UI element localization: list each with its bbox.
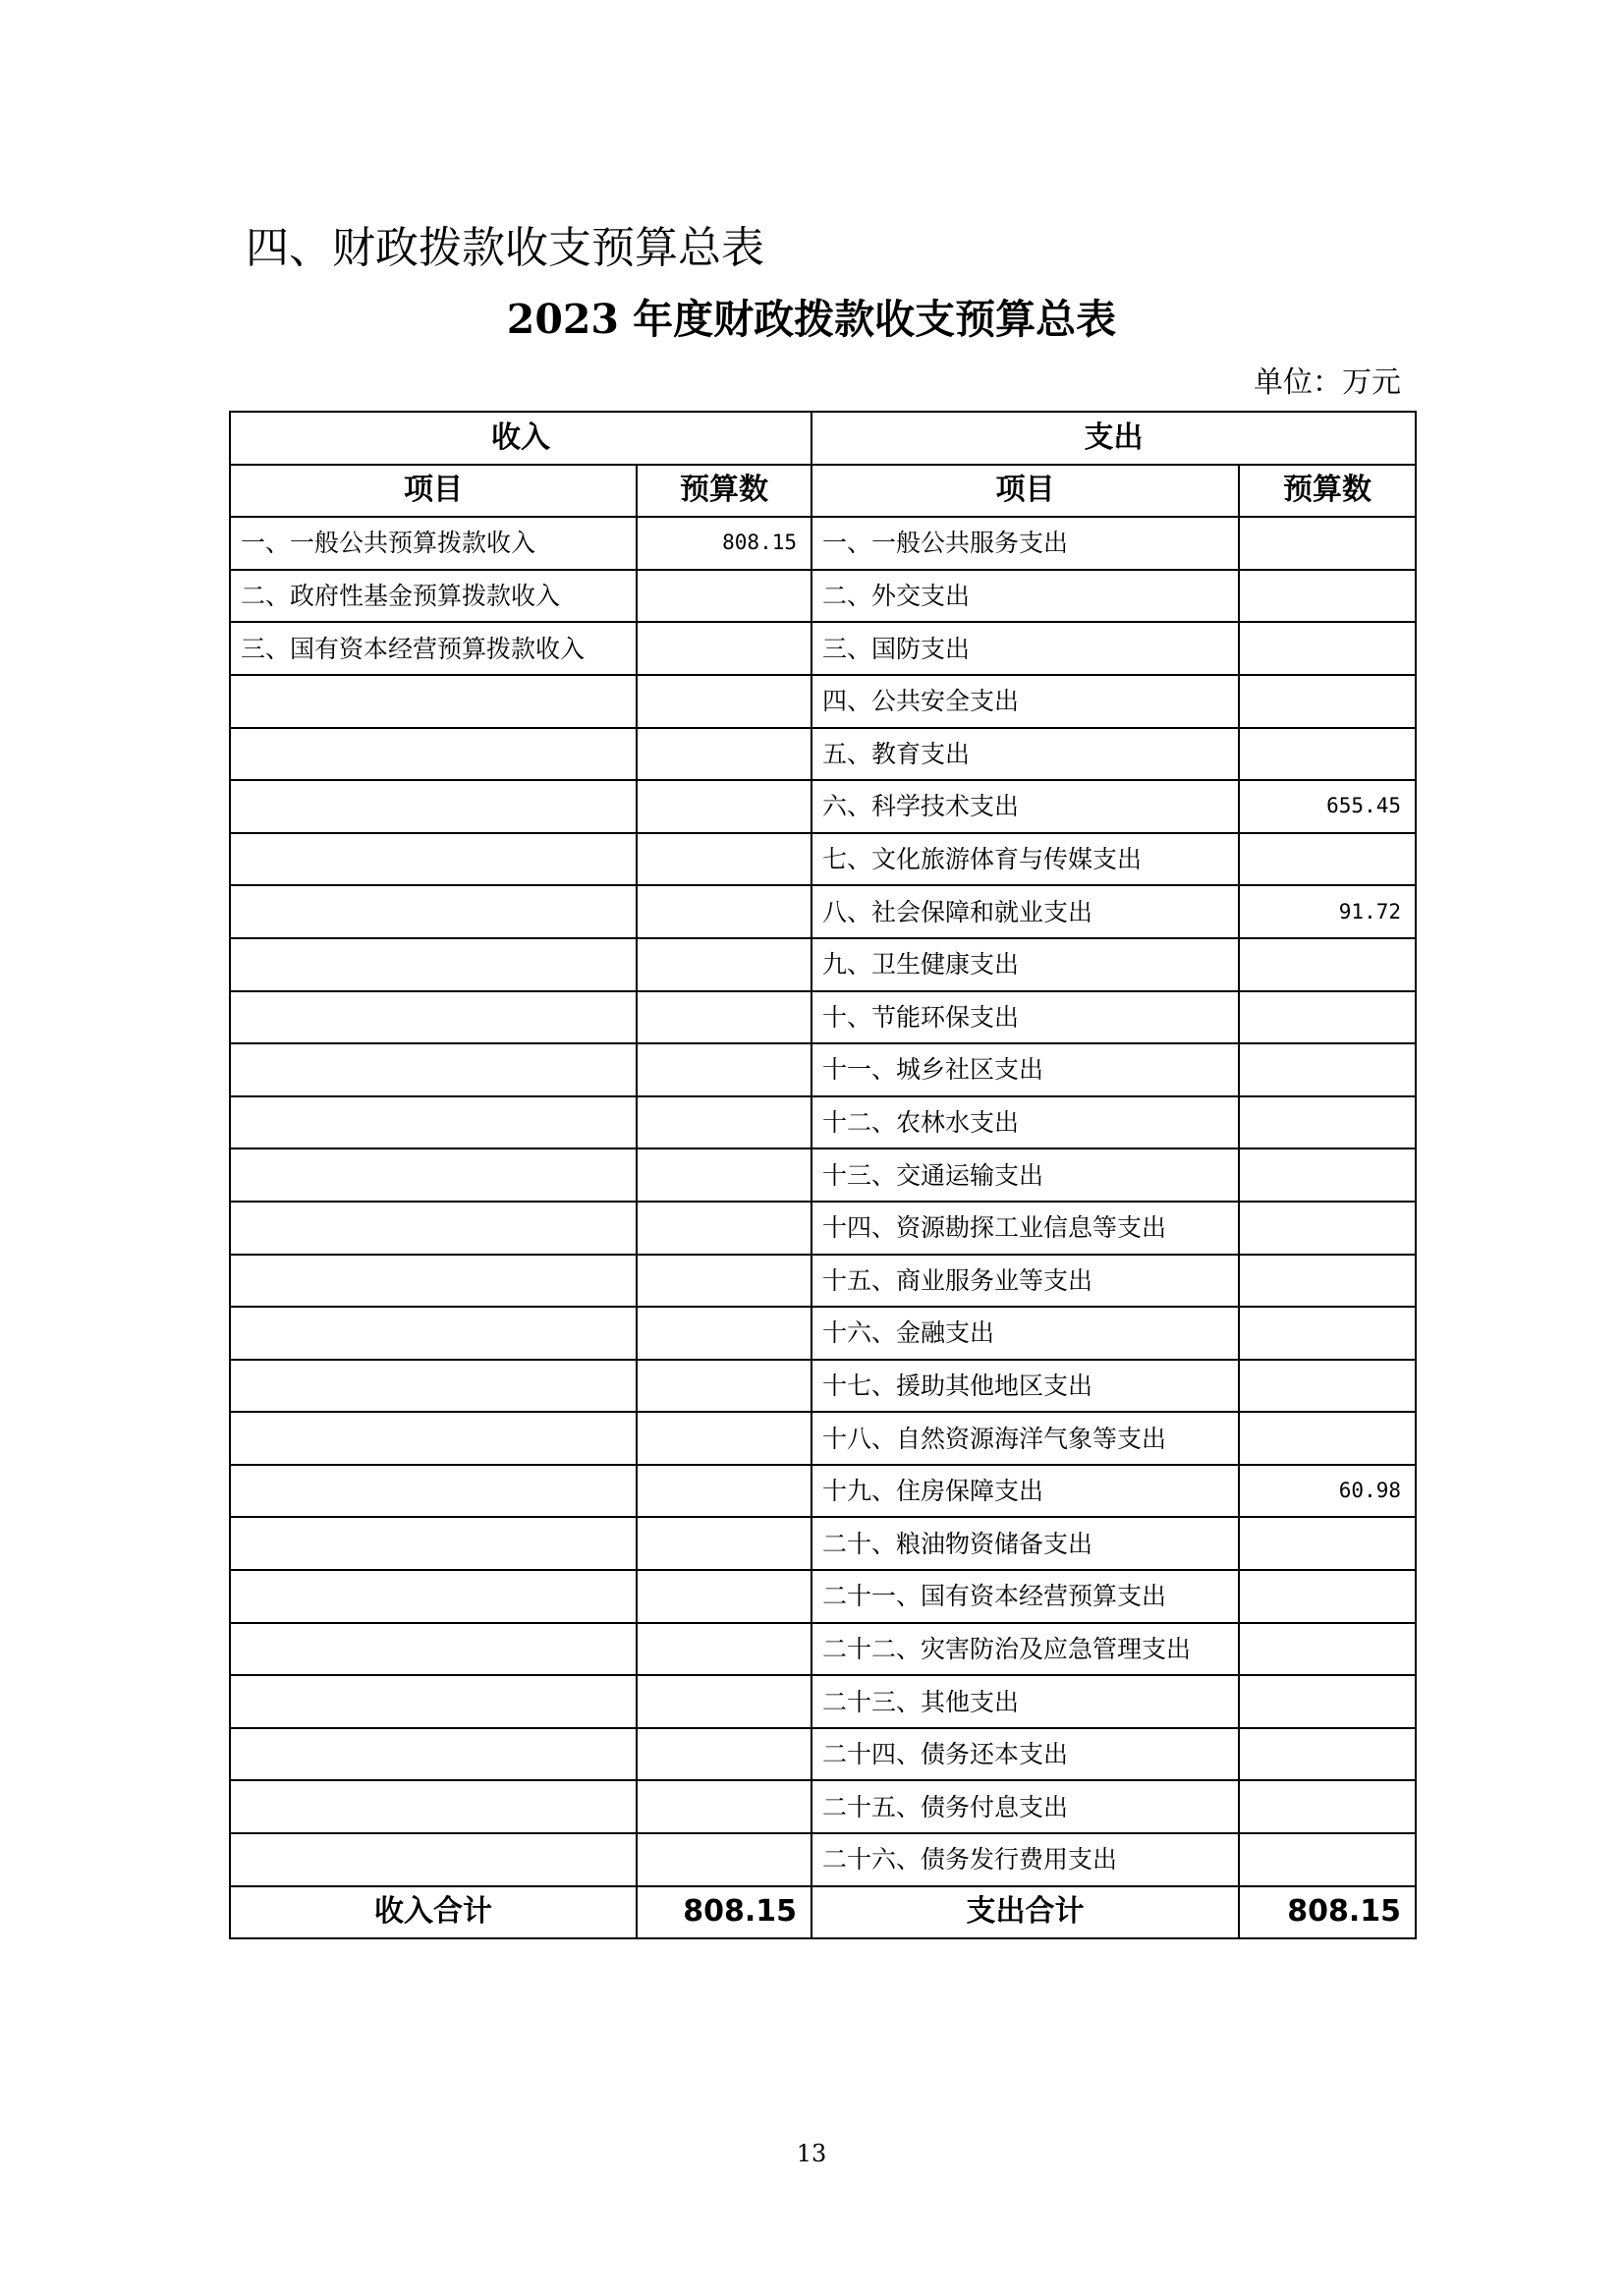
expense-item-cell: 二十四、债务还本支出 [812,1728,1239,1781]
expense-item-cell: 十五、商业服务业等支出 [812,1255,1239,1308]
expense-item-cell: 十、节能环保支出 [812,991,1239,1044]
expense-item-cell: 十三、交通运输支出 [812,1148,1239,1202]
income-item-cell [230,1148,637,1202]
table-row [230,1096,1416,1149]
income-amount-cell [637,728,812,781]
unit-label: 单位：万元 [1254,365,1401,400]
income-item-cell [230,1780,637,1833]
expense-amount-cell [1239,833,1416,886]
expense-item-cell: 二十五、债务付息支出 [812,1780,1239,1833]
table-row [230,1043,1416,1096]
expense-amount-cell: 91.72 [1239,885,1416,938]
income-amount-cell [637,1570,812,1623]
expense-amount-cell [1239,1412,1416,1465]
income-item-cell: 三、国有资本经营预算拨款收入 [230,622,637,675]
income-item-cell: 二、政府性基金预算拨款收入 [230,570,637,623]
income-amount-cell [637,1517,812,1570]
income-amount-cell [637,833,812,886]
expense-amount-cell [1239,1675,1416,1728]
income-amount-cell [637,1043,812,1096]
table-row [230,1307,1416,1360]
expense-amount-cell [1239,1148,1416,1202]
expense-item-cell: 二十、粮油物资储备支出 [812,1517,1239,1570]
expense-amount-cell [1239,1570,1416,1623]
expense-item-cell: 十二、农林水支出 [812,1096,1239,1149]
expense-amount-cell [1239,1307,1416,1360]
income-amount-cell: 808.15 [637,517,812,570]
income-amount-cell [637,1465,812,1518]
table-row [230,991,1416,1044]
income-amount-cell [637,991,812,1044]
income-item-cell [230,728,637,781]
section-heading: 四、财政拨款收支预算总表 [246,223,764,273]
income-item-cell [230,1096,637,1149]
income-amount-cell [637,1307,812,1360]
expense-item-cell: 十九、住房保障支出 [812,1465,1239,1518]
expense-total-label: 支出合计 [812,1886,1239,1939]
income-item-cell [230,991,637,1044]
expense-item-cell: 二十一、国有资本经营预算支出 [812,1570,1239,1623]
expense-amount-cell: 655.45 [1239,780,1416,833]
expense-amount-cell [1239,991,1416,1044]
budget-summary-table [229,411,1417,1939]
expense-item-cell: 十四、资源勘探工业信息等支出 [812,1202,1239,1255]
expense-amount-cell [1239,517,1416,570]
income-item-cell [230,1728,637,1781]
table-row [230,622,1416,675]
expense-amount-cell [1239,1360,1416,1413]
expense-amount-cell: 60.98 [1239,1465,1416,1518]
expense-amount-cell [1239,1096,1416,1149]
expense-item-cell: 十七、援助其他地区支出 [812,1360,1239,1413]
income-amount-cell [637,675,812,728]
table-row [230,1517,1416,1570]
income-item-cell: 一、一般公共预算拨款收入 [230,517,637,570]
income-amount-cell [637,622,812,675]
table-row [230,570,1416,623]
expense-amount-cell [1239,1255,1416,1308]
expense-item-header: 项目 [812,465,1239,518]
table-title: 2023 年度财政拨款收支预算总表 [506,296,1117,343]
income-amount-cell [637,1728,812,1781]
expense-item-cell: 十六、金融支出 [812,1307,1239,1360]
table-row [230,728,1416,781]
income-item-cell [230,1517,637,1570]
income-amount-cell [637,1255,812,1308]
expense-amount-cell [1239,622,1416,675]
income-item-cell [230,780,637,833]
income-amount-cell [637,1780,812,1833]
expense-item-cell: 二、外交支出 [812,570,1239,623]
income-total-amount: 808.15 [637,1886,812,1939]
income-item-cell [230,1675,637,1728]
income-item-cell [230,1412,637,1465]
income-item-cell [230,1255,637,1308]
table-row [230,1623,1416,1676]
table-row [230,675,1416,728]
table-row [230,780,1416,833]
expense-item-cell: 五、教育支出 [812,728,1239,781]
income-amount-cell [637,1096,812,1149]
expense-item-cell: 十八、自然资源海洋气象等支出 [812,1412,1239,1465]
totals-row [230,1886,1416,1939]
expense-item-cell: 三、国防支出 [812,622,1239,675]
income-amount-header: 预算数 [637,465,812,518]
expense-item-cell: 六、科学技术支出 [812,780,1239,833]
expense-amount-cell [1239,675,1416,728]
expense-amount-header: 预算数 [1239,465,1416,518]
table-row [230,1465,1416,1518]
income-total-label: 收入合计 [230,1886,637,1939]
income-item-cell [230,1307,637,1360]
income-item-cell [230,885,637,938]
expense-amount-cell [1239,1623,1416,1676]
table-group-header-row [230,412,1416,465]
income-amount-cell [637,1833,812,1886]
table-row [230,517,1416,570]
table-row [230,938,1416,991]
income-item-cell [230,938,637,991]
table-row [230,1360,1416,1413]
income-item-cell [230,1043,637,1096]
expense-item-cell: 二十三、其他支出 [812,1675,1239,1728]
income-amount-cell [637,1675,812,1728]
expense-item-cell: 四、公共安全支出 [812,675,1239,728]
income-group-header: 收入 [230,412,812,465]
expense-amount-cell [1239,570,1416,623]
page-number: 13 [796,2140,827,2167]
income-item-cell [230,1833,637,1886]
table-row [230,1570,1416,1623]
income-amount-cell [637,1148,812,1202]
income-item-cell [230,1202,637,1255]
table-row [230,833,1416,886]
income-amount-cell [637,570,812,623]
income-item-cell [230,675,637,728]
expense-item-cell: 一、一般公共服务支出 [812,517,1239,570]
expense-amount-cell [1239,1728,1416,1781]
income-item-cell [230,1360,637,1413]
table-row [230,885,1416,938]
expense-item-cell: 八、社会保障和就业支出 [812,885,1239,938]
income-amount-cell [637,1202,812,1255]
expense-group-header: 支出 [812,412,1416,465]
expense-amount-cell [1239,1517,1416,1570]
income-amount-cell [637,938,812,991]
table-row [230,1780,1416,1833]
expense-item-cell: 七、文化旅游体育与传媒支出 [812,833,1239,886]
expense-item-cell: 二十二、灾害防治及应急管理支出 [812,1623,1239,1676]
table-row [230,1833,1416,1886]
table-row [230,1728,1416,1781]
expense-total-amount: 808.15 [1239,1886,1416,1939]
table-row [230,1148,1416,1202]
income-amount-cell [637,780,812,833]
table-column-header-row [230,465,1416,518]
income-amount-cell [637,1412,812,1465]
expense-amount-cell [1239,1833,1416,1886]
expense-item-cell: 九、卫生健康支出 [812,938,1239,991]
income-item-cell [230,833,637,886]
table-row [230,1412,1416,1465]
income-item-cell [230,1623,637,1676]
income-item-cell [230,1570,637,1623]
expense-item-cell: 二十六、债务发行费用支出 [812,1833,1239,1886]
budget-table-body [230,412,1416,1938]
expense-amount-cell [1239,728,1416,781]
table-row [230,1202,1416,1255]
expense-amount-cell [1239,1202,1416,1255]
income-item-header: 项目 [230,465,637,518]
income-amount-cell [637,885,812,938]
expense-amount-cell [1239,1043,1416,1096]
expense-amount-cell [1239,1780,1416,1833]
income-item-cell [230,1465,637,1518]
table-row [230,1675,1416,1728]
expense-item-cell: 十一、城乡社区支出 [812,1043,1239,1096]
income-amount-cell [637,1360,812,1413]
income-amount-cell [637,1623,812,1676]
expense-amount-cell [1239,938,1416,991]
table-row [230,1255,1416,1308]
